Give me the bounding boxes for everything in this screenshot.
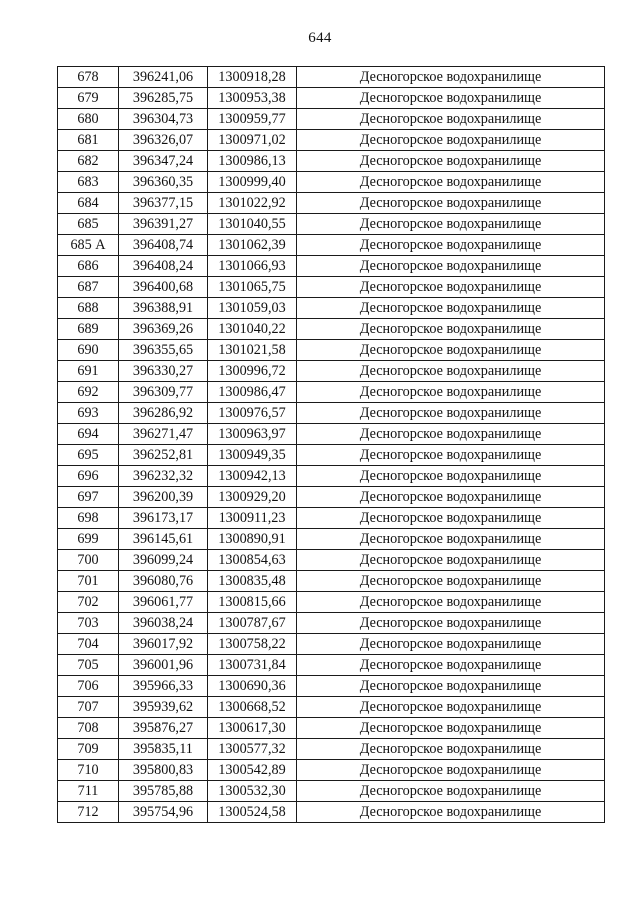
table-row <box>58 466 605 487</box>
y-coordinate-cell: 1300976,57 <box>208 403 297 424</box>
x-coordinate-cell: 396347,24 <box>119 151 208 172</box>
water-body-name-cell: Десногорское водохранилище <box>297 781 605 802</box>
y-coordinate-cell: 1300986,13 <box>208 151 297 172</box>
table-row <box>58 487 605 508</box>
x-coordinate-cell: 396326,07 <box>119 130 208 151</box>
y-coordinate-cell: 1300953,38 <box>208 88 297 109</box>
table-row <box>58 550 605 571</box>
table-row <box>58 403 605 424</box>
table-row <box>58 319 605 340</box>
point-number-cell: 691 <box>58 361 119 382</box>
x-coordinate-cell: 395966,33 <box>119 676 208 697</box>
point-number-cell: 710 <box>58 760 119 781</box>
point-number-cell: 712 <box>58 802 119 823</box>
water-body-name-cell: Десногорское водохранилище <box>297 487 605 508</box>
y-coordinate-cell: 1300986,47 <box>208 382 297 403</box>
y-coordinate-cell: 1300911,23 <box>208 508 297 529</box>
water-body-name-cell: Десногорское водохранилище <box>297 550 605 571</box>
point-number-cell: 681 <box>58 130 119 151</box>
x-coordinate-cell: 396252,81 <box>119 445 208 466</box>
point-number-cell: 709 <box>58 739 119 760</box>
coordinates-table-body <box>58 67 605 823</box>
x-coordinate-cell: 396271,47 <box>119 424 208 445</box>
water-body-name-cell: Десногорское водохранилище <box>297 172 605 193</box>
table-row <box>58 508 605 529</box>
y-coordinate-cell: 1300815,66 <box>208 592 297 613</box>
water-body-name-cell: Десногорское водохранилище <box>297 424 605 445</box>
point-number-cell: 686 <box>58 256 119 277</box>
y-coordinate-cell: 1300577,32 <box>208 739 297 760</box>
y-coordinate-cell: 1300758,22 <box>208 634 297 655</box>
water-body-name-cell: Десногорское водохранилище <box>297 718 605 739</box>
table-row <box>58 697 605 718</box>
point-number-cell: 696 <box>58 466 119 487</box>
water-body-name-cell: Десногорское водохранилище <box>297 382 605 403</box>
point-number-cell: 706 <box>58 676 119 697</box>
y-coordinate-cell: 1300959,77 <box>208 109 297 130</box>
y-coordinate-cell: 1301040,22 <box>208 319 297 340</box>
water-body-name-cell: Десногорское водохранилище <box>297 151 605 172</box>
water-body-name-cell: Десногорское водохранилище <box>297 67 605 88</box>
water-body-name-cell: Десногорское водохранилище <box>297 592 605 613</box>
table-row <box>58 172 605 193</box>
coordinates-table <box>57 66 605 823</box>
table-row <box>58 424 605 445</box>
x-coordinate-cell: 396145,61 <box>119 529 208 550</box>
point-number-cell: 701 <box>58 571 119 592</box>
y-coordinate-cell: 1300690,36 <box>208 676 297 697</box>
table-row <box>58 277 605 298</box>
table-row <box>58 109 605 130</box>
table-row <box>58 676 605 697</box>
table-row <box>58 634 605 655</box>
water-body-name-cell: Десногорское водохранилище <box>297 277 605 298</box>
point-number-cell: 688 <box>58 298 119 319</box>
y-coordinate-cell: 1300542,89 <box>208 760 297 781</box>
water-body-name-cell: Десногорское водохранилище <box>297 340 605 361</box>
water-body-name-cell: Десногорское водохранилище <box>297 256 605 277</box>
water-body-name-cell: Десногорское водохранилище <box>297 130 605 151</box>
water-body-name-cell: Десногорское водохранилище <box>297 298 605 319</box>
table-row <box>58 739 605 760</box>
water-body-name-cell: Десногорское водохранилище <box>297 529 605 550</box>
x-coordinate-cell: 396388,91 <box>119 298 208 319</box>
x-coordinate-cell: 396200,39 <box>119 487 208 508</box>
point-number-cell: 700 <box>58 550 119 571</box>
point-number-cell: 694 <box>58 424 119 445</box>
table-row <box>58 193 605 214</box>
x-coordinate-cell: 396286,92 <box>119 403 208 424</box>
table-row <box>58 67 605 88</box>
point-number-cell: 695 <box>58 445 119 466</box>
water-body-name-cell: Десногорское водохранилище <box>297 634 605 655</box>
x-coordinate-cell: 396408,74 <box>119 235 208 256</box>
point-number-cell: 697 <box>58 487 119 508</box>
point-number-cell: 690 <box>58 340 119 361</box>
point-number-cell: 689 <box>58 319 119 340</box>
table-row <box>58 802 605 823</box>
y-coordinate-cell: 1300963,97 <box>208 424 297 445</box>
water-body-name-cell: Десногорское водохранилище <box>297 214 605 235</box>
x-coordinate-cell: 395876,27 <box>119 718 208 739</box>
x-coordinate-cell: 396369,26 <box>119 319 208 340</box>
x-coordinate-cell: 396099,24 <box>119 550 208 571</box>
water-body-name-cell: Десногорское водохранилище <box>297 445 605 466</box>
page-number: 644 <box>308 30 332 46</box>
water-body-name-cell: Десногорское водохранилище <box>297 613 605 634</box>
table-row <box>58 718 605 739</box>
table-row <box>58 760 605 781</box>
table-row <box>58 613 605 634</box>
water-body-name-cell: Десногорское водохранилище <box>297 802 605 823</box>
y-coordinate-cell: 1301062,39 <box>208 235 297 256</box>
x-coordinate-cell: 396001,96 <box>119 655 208 676</box>
point-number-cell: 683 <box>58 172 119 193</box>
x-coordinate-cell: 396285,75 <box>119 88 208 109</box>
point-number-cell: 711 <box>58 781 119 802</box>
table-row <box>58 445 605 466</box>
table-row <box>58 214 605 235</box>
table-row <box>58 655 605 676</box>
water-body-name-cell: Десногорское водохранилище <box>297 109 605 130</box>
table-row <box>58 781 605 802</box>
table-row <box>58 529 605 550</box>
water-body-name-cell: Десногорское водохранилище <box>297 403 605 424</box>
y-coordinate-cell: 1300942,13 <box>208 466 297 487</box>
water-body-name-cell: Десногорское водохранилище <box>297 88 605 109</box>
point-number-cell: 693 <box>58 403 119 424</box>
y-coordinate-cell: 1301065,75 <box>208 277 297 298</box>
x-coordinate-cell: 395835,11 <box>119 739 208 760</box>
y-coordinate-cell: 1300524,58 <box>208 802 297 823</box>
x-coordinate-cell: 396360,35 <box>119 172 208 193</box>
point-number-cell: 702 <box>58 592 119 613</box>
point-number-cell: 687 <box>58 277 119 298</box>
y-coordinate-cell: 1300835,48 <box>208 571 297 592</box>
water-body-name-cell: Десногорское водохранилище <box>297 697 605 718</box>
water-body-name-cell: Десногорское водохранилище <box>297 655 605 676</box>
table-row <box>58 571 605 592</box>
x-coordinate-cell: 396241,06 <box>119 67 208 88</box>
x-coordinate-cell: 396038,24 <box>119 613 208 634</box>
y-coordinate-cell: 1300617,30 <box>208 718 297 739</box>
table-row <box>58 382 605 403</box>
x-coordinate-cell: 396017,92 <box>119 634 208 655</box>
y-coordinate-cell: 1300668,52 <box>208 697 297 718</box>
x-coordinate-cell: 395785,88 <box>119 781 208 802</box>
point-number-cell: 680 <box>58 109 119 130</box>
water-body-name-cell: Десногорское водохранилище <box>297 760 605 781</box>
table-row <box>58 151 605 172</box>
y-coordinate-cell: 1300949,35 <box>208 445 297 466</box>
x-coordinate-cell: 396355,65 <box>119 340 208 361</box>
y-coordinate-cell: 1301022,92 <box>208 193 297 214</box>
x-coordinate-cell: 396304,73 <box>119 109 208 130</box>
water-body-name-cell: Десногорское водохранилище <box>297 571 605 592</box>
water-body-name-cell: Десногорское водохранилище <box>297 361 605 382</box>
x-coordinate-cell: 396391,27 <box>119 214 208 235</box>
water-body-name-cell: Десногорское водохранилище <box>297 508 605 529</box>
x-coordinate-cell: 396330,27 <box>119 361 208 382</box>
point-number-cell: 707 <box>58 697 119 718</box>
point-number-cell: 705 <box>58 655 119 676</box>
table-row <box>58 361 605 382</box>
y-coordinate-cell: 1301059,03 <box>208 298 297 319</box>
x-coordinate-cell: 396309,77 <box>119 382 208 403</box>
x-coordinate-cell: 396173,17 <box>119 508 208 529</box>
x-coordinate-cell: 395754,96 <box>119 802 208 823</box>
point-number-cell: 708 <box>58 718 119 739</box>
y-coordinate-cell: 1301066,93 <box>208 256 297 277</box>
point-number-cell: 704 <box>58 634 119 655</box>
y-coordinate-cell: 1300854,63 <box>208 550 297 571</box>
water-body-name-cell: Десногорское водохранилище <box>297 466 605 487</box>
y-coordinate-cell: 1301021,58 <box>208 340 297 361</box>
point-number-cell: 698 <box>58 508 119 529</box>
x-coordinate-cell: 395939,62 <box>119 697 208 718</box>
water-body-name-cell: Десногорское водохранилище <box>297 193 605 214</box>
point-number-cell: 703 <box>58 613 119 634</box>
y-coordinate-cell: 1300929,20 <box>208 487 297 508</box>
y-coordinate-cell: 1300731,84 <box>208 655 297 676</box>
point-number-cell: 682 <box>58 151 119 172</box>
point-number-cell: 679 <box>58 88 119 109</box>
point-number-cell: 684 <box>58 193 119 214</box>
water-body-name-cell: Десногорское водохранилище <box>297 319 605 340</box>
point-number-cell: 685 <box>58 214 119 235</box>
y-coordinate-cell: 1300787,67 <box>208 613 297 634</box>
x-coordinate-cell: 396232,32 <box>119 466 208 487</box>
water-body-name-cell: Десногорское водохранилище <box>297 235 605 256</box>
y-coordinate-cell: 1300999,40 <box>208 172 297 193</box>
y-coordinate-cell: 1300532,30 <box>208 781 297 802</box>
y-coordinate-cell: 1300890,91 <box>208 529 297 550</box>
x-coordinate-cell: 396400,68 <box>119 277 208 298</box>
table-row <box>58 340 605 361</box>
y-coordinate-cell: 1300971,02 <box>208 130 297 151</box>
water-body-name-cell: Десногорское водохранилище <box>297 739 605 760</box>
x-coordinate-cell: 396408,24 <box>119 256 208 277</box>
x-coordinate-cell: 396080,76 <box>119 571 208 592</box>
y-coordinate-cell: 1300918,28 <box>208 67 297 88</box>
point-number-cell: 685 А <box>58 235 119 256</box>
table-row <box>58 235 605 256</box>
table-row <box>58 298 605 319</box>
point-number-cell: 678 <box>58 67 119 88</box>
x-coordinate-cell: 396061,77 <box>119 592 208 613</box>
table-row <box>58 256 605 277</box>
point-number-cell: 692 <box>58 382 119 403</box>
table-row <box>58 88 605 109</box>
water-body-name-cell: Десногорское водохранилище <box>297 676 605 697</box>
table-row <box>58 130 605 151</box>
point-number-cell: 699 <box>58 529 119 550</box>
x-coordinate-cell: 396377,15 <box>119 193 208 214</box>
y-coordinate-cell: 1301040,55 <box>208 214 297 235</box>
x-coordinate-cell: 395800,83 <box>119 760 208 781</box>
y-coordinate-cell: 1300996,72 <box>208 361 297 382</box>
table-row <box>58 592 605 613</box>
